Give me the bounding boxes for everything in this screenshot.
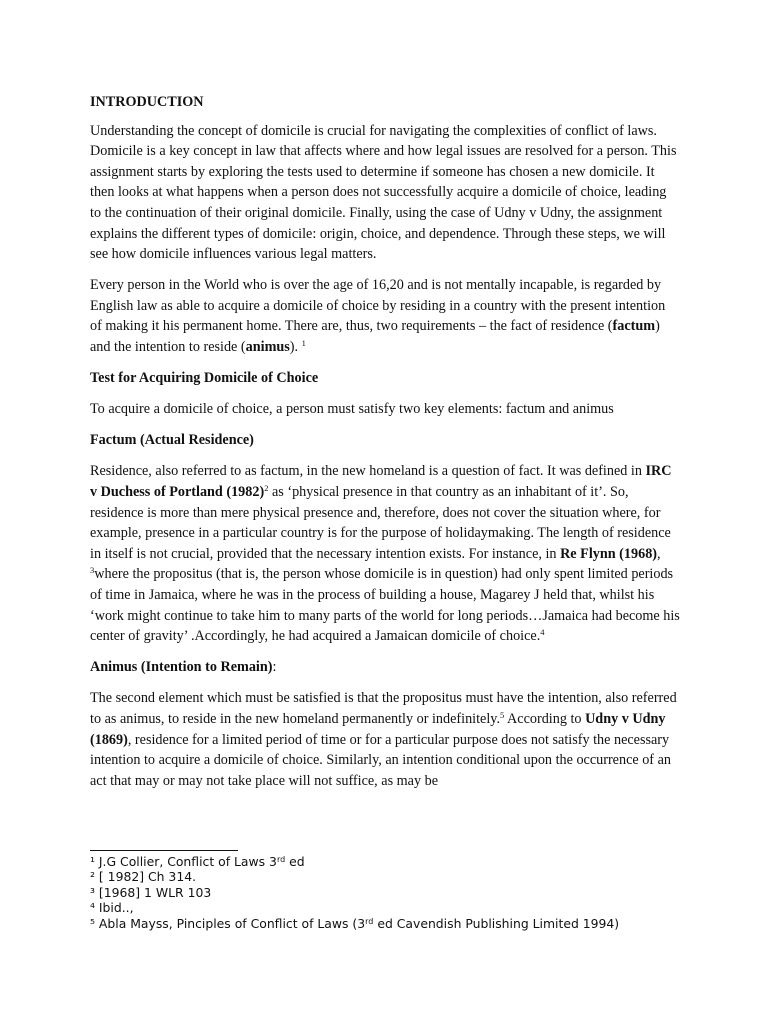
animus-heading-text: Animus (Intention to Remain) xyxy=(90,659,273,676)
document-page xyxy=(90,92,680,802)
footnote-text: Abla Mayss, Pinciples of Conflict of Laws (3 xyxy=(94,915,366,931)
factum-text-4: where the propositus (that is, the person whose domicile is in question) had only spent limited periods of time in Jamaica, where he was in the process of building a house, Magarey J held that, whilst his ‘work might continue to take him to many parts of the world for long periods…Jamaica had become his center of gravity’ .Accordingly, he had acquired a Jamaican domicile of choice. xyxy=(90,566,680,645)
footnote-4 xyxy=(90,900,710,915)
factum-text-2: as ‘physical presence in that country as an inhabitant of it’. So, residence is more than mere physical presence and, therefore, does not cover the situation where, for example, presence in a particular country is for the purpose of holidaymaking. The length of residence in itself is not crucial, provided that the necessary intention exists. For instance, in xyxy=(90,484,671,562)
footnote-text: J.G Collier, Conflict of Laws 3 xyxy=(94,854,277,869)
footnote-number: ⁵ xyxy=(90,915,95,931)
footnote-text: [1968] 1 WLR 103 xyxy=(94,884,212,900)
footnote-text: Ibid.., xyxy=(94,900,134,916)
requirements-paragraph xyxy=(90,275,680,357)
test-heading: Test for Acquiring Domicile of Choice xyxy=(90,370,319,387)
footnote-2 xyxy=(90,869,710,884)
case-irc-v-duchess: IRC v Duchess of Portland (1982) xyxy=(90,463,672,500)
footnote-3 xyxy=(90,885,710,900)
factum-text-3: , xyxy=(657,545,661,562)
footnote-ref-5: 5 xyxy=(500,709,505,720)
animus-heading-colon: : xyxy=(272,659,277,676)
footnotes-section xyxy=(90,850,710,931)
animus-heading xyxy=(90,657,680,678)
factum-term: factum xyxy=(612,318,656,335)
footnote-text: [ 1982] Ch 314. xyxy=(94,869,197,885)
footnote-superscript: rd xyxy=(365,916,374,926)
footnote-superscript: rd xyxy=(276,855,286,864)
footnote-separator xyxy=(90,850,238,851)
animus-text-2: According to xyxy=(504,710,586,727)
test-paragraph: To acquire a domicile of choice, a person must satisfy two key elements: factum and animus xyxy=(90,401,614,418)
footnote-number: ¹ xyxy=(90,854,95,869)
case-udny-v-udny: Udny v Udny (1869) xyxy=(90,710,666,748)
footnote-ref-4: 4 xyxy=(540,627,545,638)
requirements-text-1: Every person in the World who is over the age of 16,20 and is not mentally incapable, is regarded by English law as able to acquire a domicile of choice by residing in a country with the present intention of making it his permanent home. There are, thus, two requirements – the fact of residence ( xyxy=(90,277,666,335)
animus-text-3: , residence for a limited period of time or for a particular purpose does not satisfy the necessary intention to acquire a domicile of choice. Similarly, an intention conditional upon the occurrence of an act that may or may not take place will not suffice, as may be xyxy=(90,731,671,789)
footnote-1 xyxy=(90,854,710,869)
factum-paragraph xyxy=(90,461,680,646)
footnote-number: ² xyxy=(90,869,95,885)
footnote-number: ³ xyxy=(90,884,95,900)
footnote-5 xyxy=(90,916,710,931)
footnote-text-end: ed Cavendish Publishing Limited 1994) xyxy=(373,915,620,931)
footnote-ref-2: 2 xyxy=(264,483,269,493)
footnote-number: ⁴ xyxy=(90,900,95,916)
animus-text-1: The second element which must be satisfied is that the propositus must have the intention, also referred to as animus, to reside in the new homeland permanently or indefinitely. xyxy=(90,690,677,727)
footnote-ref-3: 3 xyxy=(90,565,95,576)
animus-term: animus xyxy=(245,339,290,356)
factum-text-1: Residence, also referred to as factum, in the new homeland is a question of fact. It was defined in xyxy=(90,463,646,480)
factum-heading: Factum (Actual Residence) xyxy=(90,432,254,449)
footnote-ref-1: 1 xyxy=(301,338,306,349)
requirements-text-2: ) and the intention to reside ( xyxy=(90,318,660,356)
animus-paragraph xyxy=(90,688,680,791)
introduction-heading: INTRODUCTION xyxy=(90,94,204,110)
requirements-text-3: ). xyxy=(289,339,302,356)
footnote-text-end: ed xyxy=(285,854,305,869)
introduction-paragraph: Understanding the concept of domicile is crucial for navigating the complexities of conflict of laws. Domicile is a key concept in law that affects where and how legal issues are resolved for a person. This assignment starts by exploring the tests used to determine if someone has chosen a new domicile. It then looks at what happens when a person does not successfully acquire a domicile of choice, leading to the continuation of their original domicile. Finally, using the case of Udny v Udny, the assignment explains the different types of domicile: origin, choice, and dependence. Through these steps, we will see how domicile influences various legal matters. xyxy=(90,122,677,263)
case-re-flynn: Re Flynn (1968) xyxy=(560,545,658,562)
